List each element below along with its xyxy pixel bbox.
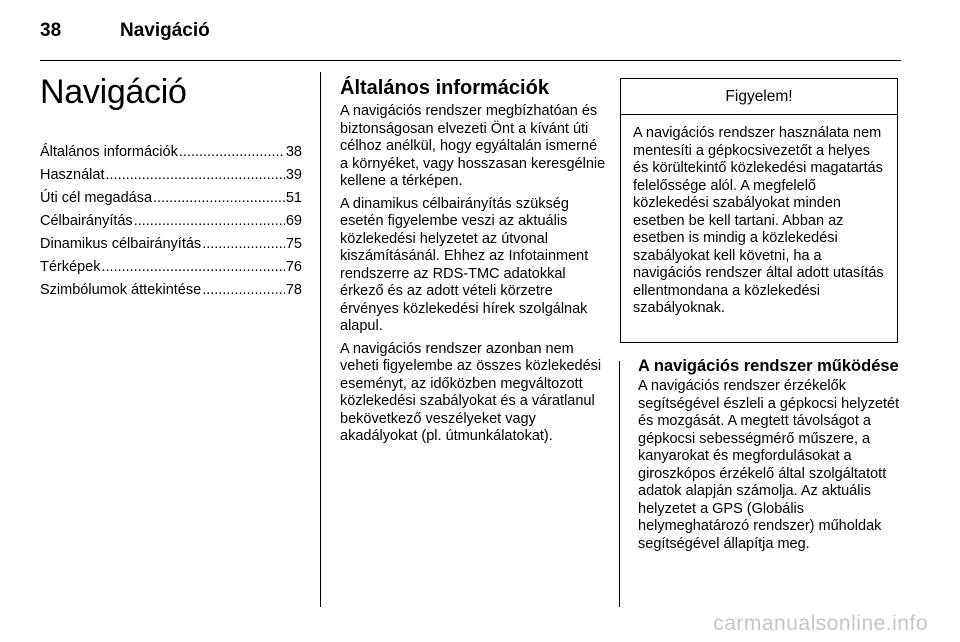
toc-page: 75 [285, 236, 302, 252]
column-divider [619, 361, 620, 607]
toc-leader [179, 144, 285, 160]
paragraph: A dinamikus célbairányítás szükség esetén figyelembe veszi az aktuális közlekedési helyzetet az útvonal kiszámításánál. Ehhez az Infotainment rendszerre az RDS-TMC adatokkal érkező és az adott vételi körzetre érvényes közlekedési hírek szolgálnak alapul. [340, 195, 589, 334]
toc-entry[interactable] [40, 259, 302, 282]
toc-page: 51 [285, 190, 302, 206]
column-divider [320, 72, 321, 607]
toc-label: Dinamikus célbairányítás [40, 236, 202, 252]
chapter-title: Navigáció [40, 73, 187, 111]
toc-label: Általános információk [40, 144, 178, 160]
toc-page: 39 [285, 167, 302, 183]
table-of-contents [40, 144, 302, 305]
running-header-title: Navigáció [120, 20, 210, 41]
toc-entry[interactable] [40, 282, 302, 305]
warning-text: A navigációs rendszer használata nem mentesíti a gépkocsivezetőt a helyes és körültekintő közlekedési magatartás felelőssége alól. A megfelelő közlekedési szabályokat minden esetben be kell tartani. Abban az esetben is mindig a közlekedési szabályokat kell követni, ha a navigációs rendszer által adott utasítás ellentmondana a közlekedési szabályoknak. [633, 125, 884, 316]
toc-leader [202, 282, 285, 298]
toc-label: Úti cél megadása [40, 190, 153, 206]
paragraph: A navigációs rendszer azonban nem veheti figyelembe az összes közlekedési eseményt, az időközben megváltozott közlekedési szabályokat és a váratlanul bekövetkező veszélyeket vagy akadályokat (pl. útmunkálatokat). [340, 340, 602, 444]
toc-label: Használat [40, 167, 105, 183]
toc-leader [134, 213, 285, 229]
toc-page: 78 [285, 282, 302, 298]
toc-entry[interactable] [40, 213, 302, 236]
toc-entry[interactable] [40, 167, 302, 190]
warning-heading: Figyelem! [621, 79, 897, 115]
subsection-title: A navigációs rendszer működése [638, 357, 899, 375]
toc-leader [202, 236, 285, 252]
right-column [638, 357, 900, 558]
toc-label: Térképek [40, 259, 101, 275]
toc-page: 76 [285, 259, 302, 275]
left-column [40, 72, 302, 305]
paragraph: A navigációs rendszer megbízhatóan és biztonságosan elvezeti Önt a kívánt úti célhoz anélkül, hogy egyáltalán ismerné a környéket, vagy hosszasan keresgélnie kellene a térképen. [340, 103, 606, 189]
toc-entry[interactable] [40, 190, 302, 213]
page-header [40, 20, 900, 60]
warning-box [620, 78, 898, 343]
watermark: carmanualsonline.info [713, 612, 928, 635]
toc-leader [105, 167, 284, 183]
page-number: 38 [40, 20, 62, 41]
toc-leader [101, 259, 284, 275]
toc-label: Szimbólumok áttekintése [40, 282, 202, 298]
section-title: Általános információk [340, 77, 549, 99]
toc-entry[interactable] [40, 236, 302, 259]
toc-page: 69 [285, 213, 302, 229]
toc-label: Célbairányítás [40, 213, 133, 229]
header-rule [40, 60, 901, 61]
middle-column [340, 76, 606, 451]
toc-page: 38 [285, 144, 302, 160]
toc-entry[interactable] [40, 144, 302, 167]
paragraph: A navigációs rendszer érzékelők segítségével észleli a gépkocsi helyzetét és mozgását. A megtett távolságot a gépkocsi sebességmérő műszere, a kanyarokat és megfordulásokat a giroszkópos érzékelő által szolgáltatott adatok alapján számolja. Az aktuális helyzetet a GPS (Globális helymeghatározó rendszer) műholdak segítségével állapítja meg. [638, 378, 900, 552]
toc-leader [153, 190, 285, 206]
